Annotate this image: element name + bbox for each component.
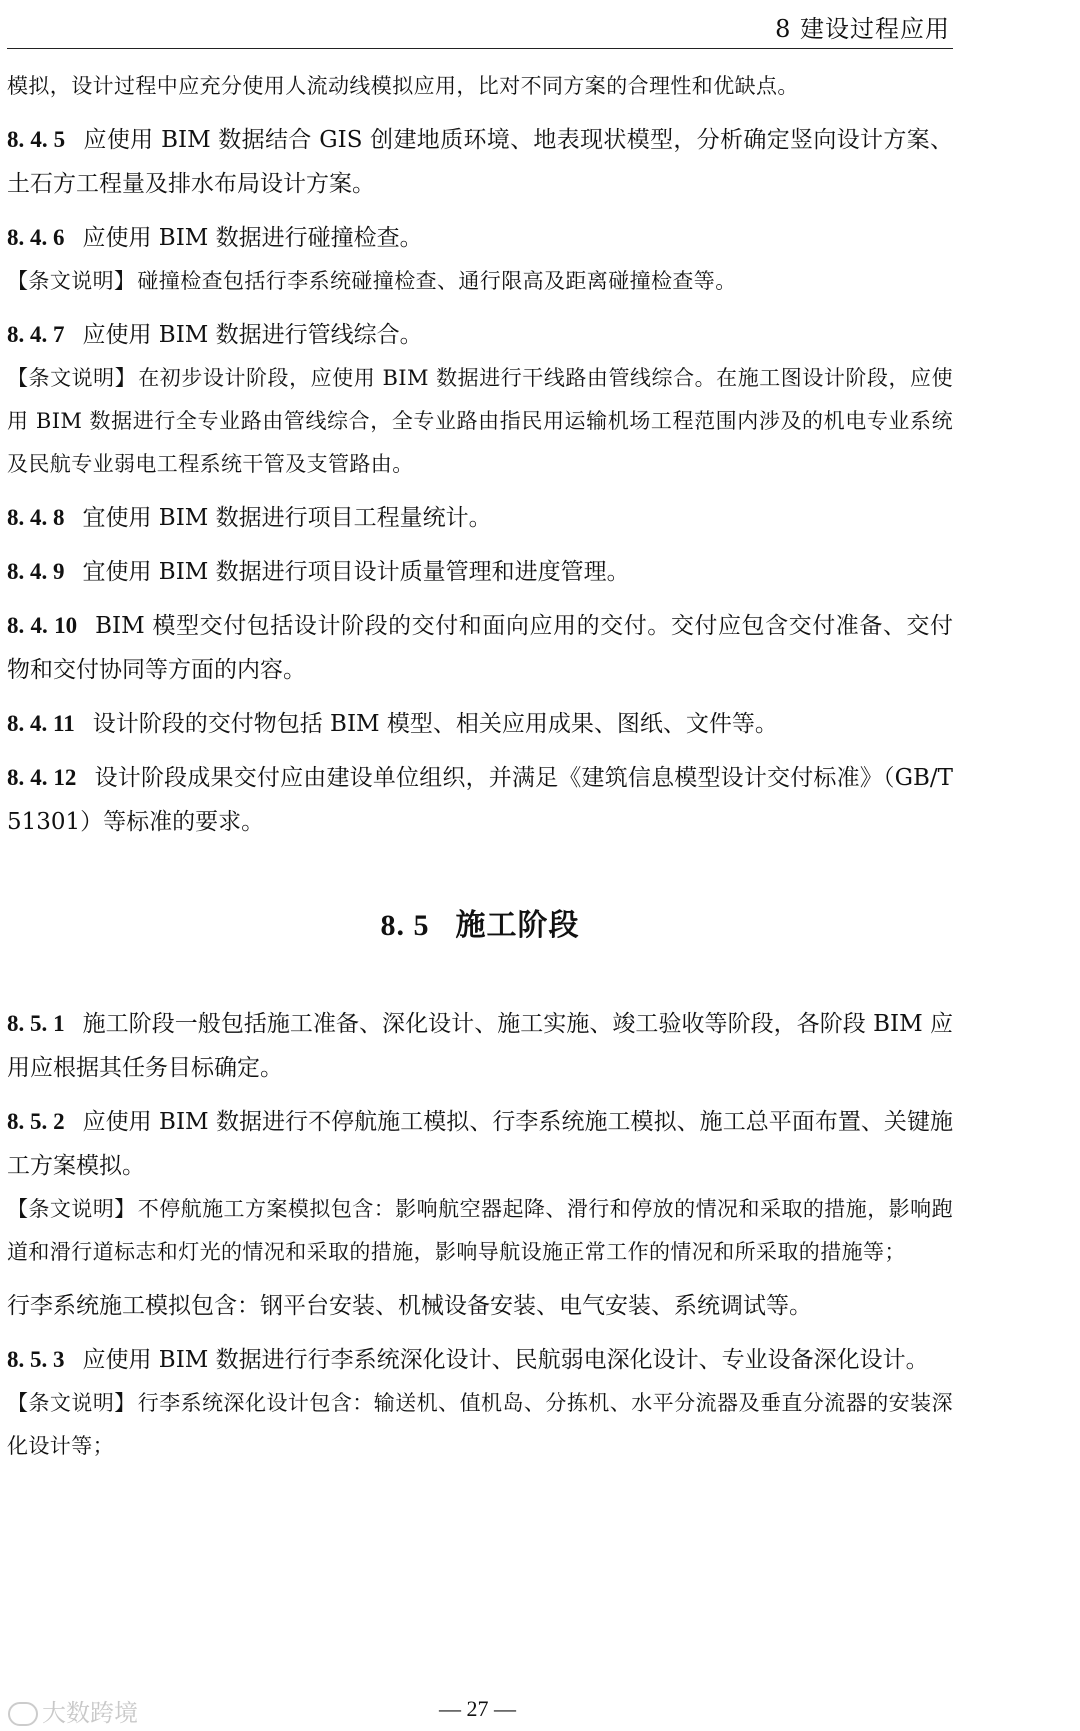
page-content (7, 65, 953, 1478)
clause-number: 8. 4. 11 (7, 711, 75, 736)
paragraph-text: 应使用 BIM 数据进行不停航施工模拟、行李系统施工模拟、施工总平面布置、关键施工方案模拟。 (7, 1109, 953, 1179)
page-number: — 27 — (439, 1696, 516, 1721)
clause-paragraph (7, 118, 953, 206)
clause-number: 8. 5. 1 (7, 1011, 65, 1036)
explanation-paragraph (7, 260, 953, 303)
explanation-paragraph (7, 1188, 953, 1274)
clause-paragraph (7, 313, 953, 357)
clause-paragraph (7, 550, 953, 594)
paragraph-text: 应使用 BIM 数据进行管线综合。 (82, 322, 423, 348)
clause-number: 8. 4. 5 (7, 127, 66, 152)
paragraph-text: 在初步设计阶段，应使用 BIM 数据进行干线路由管线综合。在施工图设计阶段，应使用 BIM 数据进行全专业路由管线综合，全专业路由指民用运输机场工程范围内涉及的机电专业系统及民航专业弱电工程系统干管及支管路由。 (7, 366, 953, 476)
paragraph-text: 设计阶段成果交付应由建设单位组织，并满足《建筑信息模型设计交付标准》（GB/T 51301）等标准的要求。 (7, 765, 953, 835)
paragraph-text: 应使用 BIM 数据进行行李系统深化设计、民航弱电深化设计、专业设备深化设计。 (82, 1347, 929, 1373)
paragraph-text: 设计阶段的交付物包括 BIM 模型、相关应用成果、图纸、文件等。 (92, 711, 778, 737)
clauses-8-4 (7, 65, 953, 844)
watermark-logo-icon (8, 1702, 38, 1726)
chapter-title: 8 建设过程应用 (775, 15, 950, 43)
paragraph-text: 施工阶段一般包括施工准备、深化设计、施工实施、竣工验收等阶段，各阶段 BIM 应用应根据其任务目标确定。 (7, 1011, 953, 1081)
clause-paragraph (7, 216, 953, 260)
clause-number: 8. 4. 7 (7, 322, 65, 347)
paragraph-text: 行李系统施工模拟包含：钢平台安装、机械设备安装、电气安装、系统调试等。 (7, 1293, 812, 1319)
paragraph-text: 不停航施工方案模拟包含：影响航空器起降、滑行和停放的情况和采取的措施，影响跑道和滑行道标志和灯光的情况和采取的措施，影响导航设施正常工作的情况和所采取的措施等； (7, 1197, 953, 1264)
note-label: 【条文说明】 (7, 269, 136, 293)
paragraph-text: 行李系统深化设计包含：输送机、值机岛、分拣机、水平分流器及垂直分流器的安装深化设计等； (7, 1391, 953, 1458)
note-label: 【条文说明】 (7, 366, 137, 390)
note-label: 【条文说明】 (7, 1391, 136, 1415)
clause-number: 8. 4. 9 (7, 559, 65, 584)
paragraph-text: 模拟，设计过程中应充分使用人流动线模拟应用，比对不同方案的合理性和优缺点。 (7, 74, 799, 98)
section-title: 施工阶段 (455, 908, 580, 943)
clause-number: 8. 4. 6 (7, 225, 65, 250)
page-header (0, 0, 1080, 50)
clause-paragraph (7, 702, 953, 746)
paragraph-text: 应使用 BIM 数据进行碰撞检查。 (82, 225, 423, 251)
note-label: 【条文说明】 (7, 1197, 136, 1221)
header-rule (7, 48, 953, 49)
clause-number: 8. 4. 8 (7, 505, 65, 530)
clause-number: 8. 4. 12 (7, 765, 77, 790)
clause-number: 8. 5. 3 (7, 1347, 65, 1372)
paragraph-text: 宜使用 BIM 数据进行项目设计质量管理和进度管理。 (82, 559, 630, 585)
watermark-text: 大数跨境 (42, 1699, 138, 1727)
clause-paragraph (7, 1002, 953, 1090)
paragraph-text: 宜使用 BIM 数据进行项目工程量统计。 (82, 505, 492, 531)
explanation-paragraph (7, 65, 953, 108)
watermark (8, 1693, 138, 1728)
section-heading (7, 900, 953, 944)
clause-paragraph (7, 496, 953, 540)
clause-paragraph (7, 604, 953, 692)
clauses-8-5 (7, 1002, 953, 1468)
clause-paragraph (7, 756, 953, 844)
clause-paragraph (7, 1284, 953, 1328)
clause-number: 8. 4. 10 (7, 613, 78, 638)
explanation-paragraph (7, 1382, 953, 1468)
paragraph-text: BIM 模型交付包括设计阶段的交付和面向应用的交付。交付应包含交付准备、交付物和交付协同等方面的内容。 (7, 613, 953, 683)
section-number: 8. 5 (380, 909, 430, 942)
clause-paragraph (7, 1100, 953, 1188)
clause-paragraph (7, 1338, 953, 1382)
paragraph-text: 应使用 BIM 数据结合 GIS 创建地质环境、地表现状模型，分析确定竖向设计方案、土石方工程量及排水布局设计方案。 (7, 127, 954, 197)
paragraph-text: 碰撞检查包括行李系统碰撞检查、通行限高及距离碰撞检查等。 (137, 269, 737, 293)
explanation-paragraph (7, 357, 953, 486)
clause-number: 8. 5. 2 (7, 1109, 65, 1134)
